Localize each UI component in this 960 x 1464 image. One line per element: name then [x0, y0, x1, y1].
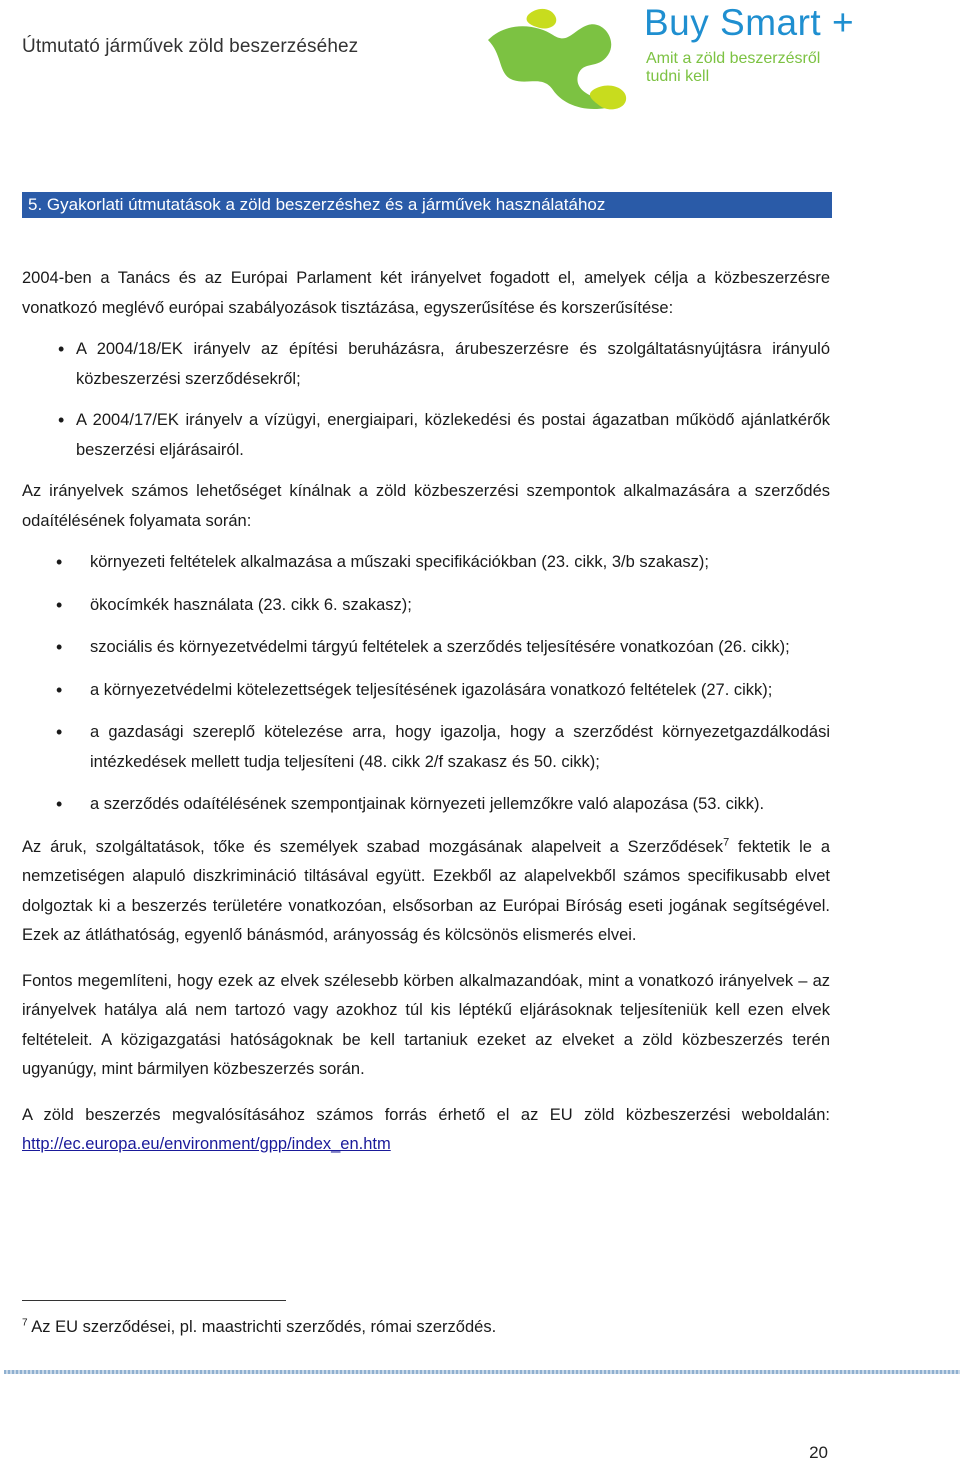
opportunities-list	[22, 548, 830, 820]
logo-subtitle-line2: tudni kell	[646, 68, 710, 85]
logo-leaf-accent	[527, 9, 557, 29]
list-item: • szociális és környezetvédelmi tárgyú feltételek a szerződés teljesítésére vonatkozóan (26. cikk);	[22, 633, 830, 663]
footnote-number: 7	[22, 1317, 28, 1329]
footnote-divider	[22, 1300, 286, 1301]
opportunities-intro-paragraph: Az irányelvek számos lehetőséget kínálnak a zöld közbeszerzési szempontok alkalmazására a szerződés odaítélésének folyamata során:	[22, 482, 830, 530]
page-number: 20	[809, 1443, 828, 1462]
footer-divider	[4, 1370, 960, 1374]
list-item: • ökocímkék használata (23. cikk 6. szakasz);	[22, 591, 830, 621]
list-item: • a szerződés odaítélésének szempontjainak környezeti jellemzőkre való alapozása (53. cikk).	[22, 790, 830, 820]
sources-text: A zöld beszerzés megvalósításához számos forrás érhető el az EU zöld közbeszerzési weboldalán:	[22, 1105, 830, 1124]
principles-paragraph	[22, 833, 830, 951]
principles-text-part2: fektetik le a nemzetiségen alapuló diszkrimináció tiltásával együtt. Ezekből az alapelvekből számos specifikusabb elvet dolgoztak ki a beszerzés területére vonatkozóan, elsősorban az Európai Bíróság eseti jogának segítségével. Ezek az átláthatóság, egyenlő bánásmód, arányosság és kölcsönös elismerés elvei.	[22, 837, 830, 944]
footnote	[22, 1316, 496, 1338]
footnote-text: Az EU szerződései, pl. maastrichti szerződés, római szerződés.	[27, 1318, 497, 1336]
list-item: • a környezetvédelmi kötelezettségek teljesítésének igazolására vonatkozó feltételek (27. cikk);	[22, 676, 830, 706]
directives-list	[22, 335, 830, 465]
list-item: • A 2004/18/EK irányelv az építési beruházásra, árubeszerzésre és szolgáltatásnyújtásra irányuló közbeszerzési szerződésekről;	[22, 335, 830, 394]
list-item: • A 2004/17/EK irányelv a vízügyi, energiaipari, közlekedési és postai ágazatban működő ajánlatkérők beszerzési eljárásairól.	[22, 406, 830, 465]
principles-text-part1: Az áruk, szolgáltatások, tőke és személyek szabad mozgásának alapelveit a Szerződések	[22, 837, 724, 856]
header-title: Útmutató járművek zöld beszerzéséhez	[22, 36, 359, 57]
footnote-reference[interactable]: 7	[723, 836, 730, 848]
logo-subtitle-line1: Amit a zöld beszerzésről	[646, 50, 821, 67]
section-heading: 5. Gyakorlati útmutatások a zöld beszerzéshez és a járművek használatához	[22, 192, 832, 218]
list-item: • a gazdasági szereplő kötelezése arra, hogy igazolja, hogy a szerződést környezetgazdálkodási intézkedések mellett tudja teljesíteni (48. cikk 2/f szakasz és 50. cikk);	[22, 718, 830, 777]
logo-title: Buy Smart +	[644, 2, 855, 43]
important-paragraph: Fontos megemlíteni, hogy ezek az elvek szélesebb körben alkalmazandóak, mint a vonatkozó irányelvek – az irányelvek hatálya alá nem tartozó vagy azokhoz túl kis léptékű eljárásoknak teljesíteniük kell ezen elvek feltételeit. A közigazgatási hatóságoknak be kell tartaniuk ezeket az elveket a zöld közbeszerzés terén ugyanúgy, mint bármilyen közbeszerzés során.	[22, 971, 830, 1078]
gpp-website-link[interactable]: http://ec.europa.eu/environment/gpp/index_en.htm	[22, 1135, 391, 1153]
sources-paragraph	[22, 1101, 830, 1160]
logo-subtitle	[646, 50, 820, 86]
intro-paragraph: 2004-ben a Tanács és az Európai Parlament két irányelvet fogadott el, amelyek célja a közbeszerzésre vonatkozó meglévő európai szabályozások tisztázása, egyszerűsítése és korszerűsítése:	[22, 269, 830, 317]
main-content	[22, 264, 830, 1176]
list-item: • környezeti feltételek alkalmazása a műszaki specifikációkban (23. cikk, 3/b szakasz);	[22, 548, 830, 578]
